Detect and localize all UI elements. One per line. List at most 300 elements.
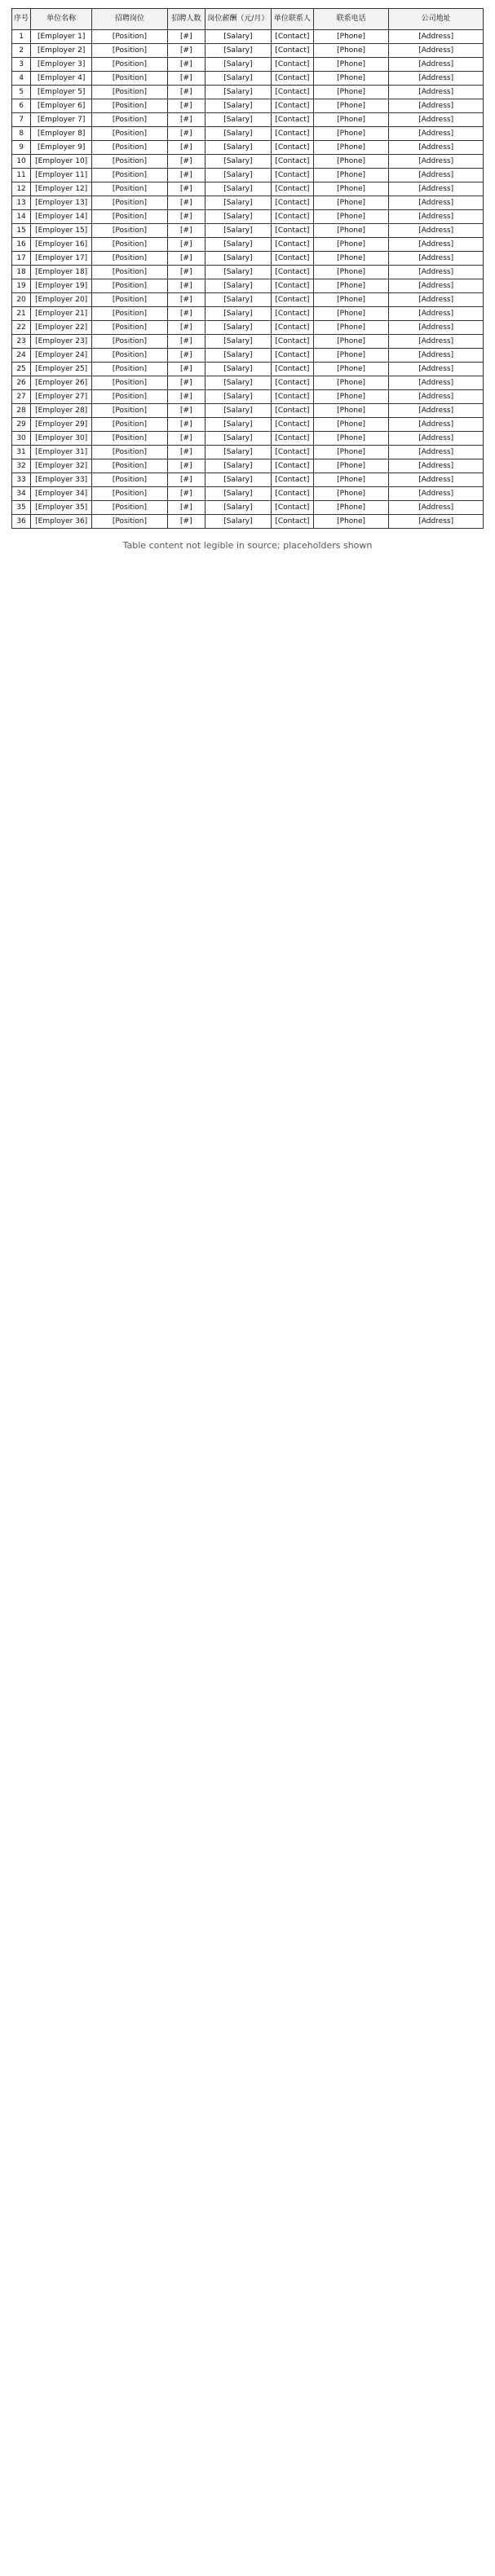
- cell-phone: [Phone]: [313, 127, 388, 141]
- cell-no: 27: [12, 390, 31, 404]
- cell-count: [#]: [167, 459, 205, 473]
- header-salary: 岗位薪酬（元/月）: [205, 9, 271, 30]
- cell-salary: [Salary]: [205, 224, 271, 238]
- cell-unit: [Employer 34]: [31, 487, 92, 501]
- cell-contact: [Contact]: [271, 418, 313, 432]
- table-row: [12, 58, 484, 72]
- table-row: [12, 238, 484, 252]
- cell-position: [Position]: [92, 252, 167, 266]
- cell-contact: [Contact]: [271, 72, 313, 86]
- cell-position: [Position]: [92, 238, 167, 252]
- cell-address: [Address]: [389, 155, 484, 169]
- cell-contact: [Contact]: [271, 30, 313, 44]
- cell-salary: [Salary]: [205, 169, 271, 182]
- cell-position: [Position]: [92, 321, 167, 335]
- cell-position: [Position]: [92, 446, 167, 459]
- cell-contact: [Contact]: [271, 155, 313, 169]
- cell-phone: [Phone]: [313, 266, 388, 279]
- cell-contact: [Contact]: [271, 321, 313, 335]
- cell-address: [Address]: [389, 321, 484, 335]
- table-row: [12, 446, 484, 459]
- table-row: [12, 363, 484, 376]
- cell-unit: [Employer 21]: [31, 307, 92, 321]
- cell-phone: [Phone]: [313, 210, 388, 224]
- cell-position: [Position]: [92, 501, 167, 515]
- cell-no: 1: [12, 30, 31, 44]
- cell-no: 24: [12, 349, 31, 363]
- cell-count: [#]: [167, 279, 205, 293]
- table-row: [12, 349, 484, 363]
- cell-contact: [Contact]: [271, 141, 313, 155]
- cell-phone: [Phone]: [313, 141, 388, 155]
- cell-unit: [Employer 8]: [31, 127, 92, 141]
- table-row: [12, 473, 484, 487]
- cell-no: 12: [12, 182, 31, 196]
- cell-salary: [Salary]: [205, 99, 271, 113]
- cell-address: [Address]: [389, 501, 484, 515]
- cell-unit: [Employer 3]: [31, 58, 92, 72]
- cell-salary: [Salary]: [205, 307, 271, 321]
- cell-no: 36: [12, 515, 31, 529]
- cell-count: [#]: [167, 335, 205, 349]
- cell-unit: [Employer 5]: [31, 86, 92, 99]
- cell-contact: [Contact]: [271, 501, 313, 515]
- cell-count: [#]: [167, 432, 205, 446]
- cell-phone: [Phone]: [313, 390, 388, 404]
- cell-salary: [Salary]: [205, 252, 271, 266]
- cell-phone: [Phone]: [313, 349, 388, 363]
- cell-unit: [Employer 30]: [31, 432, 92, 446]
- table-row: [12, 418, 484, 432]
- cell-count: [#]: [167, 30, 205, 44]
- cell-count: [#]: [167, 501, 205, 515]
- cell-position: [Position]: [92, 487, 167, 501]
- cell-no: 5: [12, 86, 31, 99]
- cell-contact: [Contact]: [271, 113, 313, 127]
- cell-address: [Address]: [389, 473, 484, 487]
- cell-phone: [Phone]: [313, 99, 388, 113]
- cell-contact: [Contact]: [271, 404, 313, 418]
- cell-position: [Position]: [92, 86, 167, 99]
- cell-count: [#]: [167, 515, 205, 529]
- cell-no: 4: [12, 72, 31, 86]
- cell-salary: [Salary]: [205, 404, 271, 418]
- table-row: [12, 459, 484, 473]
- cell-address: [Address]: [389, 182, 484, 196]
- cell-count: [#]: [167, 99, 205, 113]
- cell-salary: [Salary]: [205, 293, 271, 307]
- cell-count: [#]: [167, 58, 205, 72]
- cell-contact: [Contact]: [271, 459, 313, 473]
- cell-contact: [Contact]: [271, 266, 313, 279]
- cell-address: [Address]: [389, 127, 484, 141]
- cell-salary: [Salary]: [205, 127, 271, 141]
- cell-phone: [Phone]: [313, 335, 388, 349]
- cell-no: 11: [12, 169, 31, 182]
- cell-address: [Address]: [389, 113, 484, 127]
- table-row: [12, 224, 484, 238]
- cell-no: 25: [12, 363, 31, 376]
- table-row: [12, 127, 484, 141]
- cell-no: 17: [12, 252, 31, 266]
- cell-address: [Address]: [389, 44, 484, 58]
- cell-count: [#]: [167, 418, 205, 432]
- cell-count: [#]: [167, 307, 205, 321]
- table-row: [12, 99, 484, 113]
- cell-unit: [Employer 1]: [31, 30, 92, 44]
- cell-position: [Position]: [92, 515, 167, 529]
- cell-phone: [Phone]: [313, 418, 388, 432]
- header-position: 招聘岗位: [92, 9, 167, 30]
- cell-salary: [Salary]: [205, 72, 271, 86]
- cell-address: [Address]: [389, 279, 484, 293]
- cell-contact: [Contact]: [271, 279, 313, 293]
- table-row: [12, 404, 484, 418]
- cell-unit: [Employer 33]: [31, 473, 92, 487]
- cell-no: 15: [12, 224, 31, 238]
- cell-unit: [Employer 15]: [31, 224, 92, 238]
- cell-contact: [Contact]: [271, 86, 313, 99]
- cell-no: 22: [12, 321, 31, 335]
- cell-unit: [Employer 2]: [31, 44, 92, 58]
- cell-unit: [Employer 22]: [31, 321, 92, 335]
- table-row: [12, 155, 484, 169]
- cell-address: [Address]: [389, 446, 484, 459]
- cell-salary: [Salary]: [205, 155, 271, 169]
- cell-position: [Position]: [92, 459, 167, 473]
- cell-contact: [Contact]: [271, 196, 313, 210]
- cell-address: [Address]: [389, 363, 484, 376]
- cell-count: [#]: [167, 196, 205, 210]
- cell-phone: [Phone]: [313, 155, 388, 169]
- cell-unit: [Employer 20]: [31, 293, 92, 307]
- cell-no: 28: [12, 404, 31, 418]
- cell-count: [#]: [167, 72, 205, 86]
- cell-phone: [Phone]: [313, 58, 388, 72]
- cell-no: 35: [12, 501, 31, 515]
- cell-address: [Address]: [389, 459, 484, 473]
- cell-salary: [Salary]: [205, 321, 271, 335]
- cell-salary: [Salary]: [205, 418, 271, 432]
- table-row: [12, 376, 484, 390]
- cell-address: [Address]: [389, 515, 484, 529]
- cell-phone: [Phone]: [313, 113, 388, 127]
- cell-count: [#]: [167, 182, 205, 196]
- cell-salary: [Salary]: [205, 279, 271, 293]
- table-row: [12, 432, 484, 446]
- cell-count: [#]: [167, 113, 205, 127]
- cell-salary: [Salary]: [205, 487, 271, 501]
- cell-unit: [Employer 23]: [31, 335, 92, 349]
- cell-no: 23: [12, 335, 31, 349]
- cell-position: [Position]: [92, 473, 167, 487]
- cell-no: 29: [12, 418, 31, 432]
- table-row: [12, 335, 484, 349]
- cell-address: [Address]: [389, 30, 484, 44]
- placeholder-note: Table content not legible in source; placeholders shown: [122, 540, 373, 551]
- cell-salary: [Salary]: [205, 196, 271, 210]
- cell-unit: [Employer 35]: [31, 501, 92, 515]
- cell-unit: [Employer 29]: [31, 418, 92, 432]
- cell-address: [Address]: [389, 196, 484, 210]
- cell-contact: [Contact]: [271, 182, 313, 196]
- cell-contact: [Contact]: [271, 224, 313, 238]
- cell-phone: [Phone]: [313, 307, 388, 321]
- cell-position: [Position]: [92, 44, 167, 58]
- cell-contact: [Contact]: [271, 335, 313, 349]
- cell-unit: [Employer 12]: [31, 182, 92, 196]
- cell-count: [#]: [167, 141, 205, 155]
- cell-position: [Position]: [92, 363, 167, 376]
- table-body: [12, 30, 484, 529]
- cell-count: [#]: [167, 487, 205, 501]
- cell-salary: [Salary]: [205, 86, 271, 99]
- cell-unit: [Employer 10]: [31, 155, 92, 169]
- table-row: [12, 86, 484, 99]
- cell-phone: [Phone]: [313, 86, 388, 99]
- cell-salary: [Salary]: [205, 210, 271, 224]
- cell-no: 9: [12, 141, 31, 155]
- cell-no: 26: [12, 376, 31, 390]
- table-row: [12, 293, 484, 307]
- cell-no: 20: [12, 293, 31, 307]
- cell-no: 2: [12, 44, 31, 58]
- cell-address: [Address]: [389, 141, 484, 155]
- cell-count: [#]: [167, 86, 205, 99]
- cell-contact: [Contact]: [271, 58, 313, 72]
- table-row: [12, 196, 484, 210]
- cell-phone: [Phone]: [313, 252, 388, 266]
- cell-unit: [Employer 17]: [31, 252, 92, 266]
- cell-contact: [Contact]: [271, 349, 313, 363]
- cell-salary: [Salary]: [205, 266, 271, 279]
- cell-salary: [Salary]: [205, 459, 271, 473]
- cell-count: [#]: [167, 44, 205, 58]
- cell-phone: [Phone]: [313, 182, 388, 196]
- cell-no: 8: [12, 127, 31, 141]
- cell-phone: [Phone]: [313, 196, 388, 210]
- cell-position: [Position]: [92, 72, 167, 86]
- cell-position: [Position]: [92, 169, 167, 182]
- cell-phone: [Phone]: [313, 459, 388, 473]
- table-row: [12, 113, 484, 127]
- cell-phone: [Phone]: [313, 473, 388, 487]
- cell-salary: [Salary]: [205, 515, 271, 529]
- cell-salary: [Salary]: [205, 113, 271, 127]
- table-row: [12, 30, 484, 44]
- cell-contact: [Contact]: [271, 307, 313, 321]
- header-contact: 单位联系人: [271, 9, 313, 30]
- table-row: [12, 321, 484, 335]
- cell-position: [Position]: [92, 307, 167, 321]
- cell-address: [Address]: [389, 99, 484, 113]
- cell-phone: [Phone]: [313, 363, 388, 376]
- cell-salary: [Salary]: [205, 238, 271, 252]
- cell-position: [Position]: [92, 113, 167, 127]
- cell-unit: [Employer 9]: [31, 141, 92, 155]
- cell-count: [#]: [167, 321, 205, 335]
- cell-unit: [Employer 13]: [31, 196, 92, 210]
- cell-contact: [Contact]: [271, 210, 313, 224]
- cell-address: [Address]: [389, 418, 484, 432]
- cell-phone: [Phone]: [313, 224, 388, 238]
- cell-position: [Position]: [92, 293, 167, 307]
- cell-address: [Address]: [389, 390, 484, 404]
- cell-contact: [Contact]: [271, 127, 313, 141]
- header-row: [12, 9, 484, 30]
- cell-phone: [Phone]: [313, 321, 388, 335]
- table-row: [12, 169, 484, 182]
- cell-no: 10: [12, 155, 31, 169]
- cell-phone: [Phone]: [313, 515, 388, 529]
- cell-address: [Address]: [389, 349, 484, 363]
- cell-no: 18: [12, 266, 31, 279]
- table-row: [12, 487, 484, 501]
- cell-no: 7: [12, 113, 31, 127]
- header-count: 招聘人数: [167, 9, 205, 30]
- cell-count: [#]: [167, 155, 205, 169]
- cell-phone: [Phone]: [313, 446, 388, 459]
- cell-no: 16: [12, 238, 31, 252]
- table-row: [12, 141, 484, 155]
- cell-contact: [Contact]: [271, 238, 313, 252]
- cell-position: [Position]: [92, 127, 167, 141]
- cell-address: [Address]: [389, 169, 484, 182]
- cell-salary: [Salary]: [205, 376, 271, 390]
- job-listing-table: [11, 8, 484, 529]
- cell-no: 3: [12, 58, 31, 72]
- cell-salary: [Salary]: [205, 58, 271, 72]
- cell-address: [Address]: [389, 86, 484, 99]
- cell-position: [Position]: [92, 418, 167, 432]
- header-phone: 联系电话: [313, 9, 388, 30]
- cell-salary: [Salary]: [205, 390, 271, 404]
- cell-unit: [Employer 32]: [31, 459, 92, 473]
- cell-unit: [Employer 7]: [31, 113, 92, 127]
- table-row: [12, 307, 484, 321]
- cell-address: [Address]: [389, 210, 484, 224]
- cell-unit: [Employer 18]: [31, 266, 92, 279]
- cell-salary: [Salary]: [205, 182, 271, 196]
- cell-position: [Position]: [92, 58, 167, 72]
- cell-contact: [Contact]: [271, 432, 313, 446]
- cell-count: [#]: [167, 210, 205, 224]
- cell-unit: [Employer 19]: [31, 279, 92, 293]
- cell-address: [Address]: [389, 72, 484, 86]
- cell-contact: [Contact]: [271, 252, 313, 266]
- cell-address: [Address]: [389, 58, 484, 72]
- cell-count: [#]: [167, 127, 205, 141]
- cell-count: [#]: [167, 238, 205, 252]
- header-unit: 单位名称: [31, 9, 92, 30]
- cell-salary: [Salary]: [205, 473, 271, 487]
- cell-address: [Address]: [389, 293, 484, 307]
- cell-phone: [Phone]: [313, 487, 388, 501]
- cell-unit: [Employer 31]: [31, 446, 92, 459]
- cell-unit: [Employer 25]: [31, 363, 92, 376]
- cell-phone: [Phone]: [313, 44, 388, 58]
- cell-count: [#]: [167, 404, 205, 418]
- cell-unit: [Employer 4]: [31, 72, 92, 86]
- header-no: 序号: [12, 9, 31, 30]
- cell-position: [Position]: [92, 141, 167, 155]
- cell-contact: [Contact]: [271, 376, 313, 390]
- cell-unit: [Employer 14]: [31, 210, 92, 224]
- cell-no: 32: [12, 459, 31, 473]
- cell-count: [#]: [167, 390, 205, 404]
- cell-address: [Address]: [389, 432, 484, 446]
- cell-contact: [Contact]: [271, 446, 313, 459]
- cell-position: [Position]: [92, 349, 167, 363]
- cell-count: [#]: [167, 252, 205, 266]
- cell-phone: [Phone]: [313, 376, 388, 390]
- cell-salary: [Salary]: [205, 30, 271, 44]
- cell-address: [Address]: [389, 224, 484, 238]
- cell-no: 30: [12, 432, 31, 446]
- cell-contact: [Contact]: [271, 169, 313, 182]
- table-row: [12, 44, 484, 58]
- table-row: [12, 266, 484, 279]
- cell-phone: [Phone]: [313, 279, 388, 293]
- table-row: [12, 210, 484, 224]
- cell-salary: [Salary]: [205, 501, 271, 515]
- cell-phone: [Phone]: [313, 501, 388, 515]
- cell-salary: [Salary]: [205, 349, 271, 363]
- cell-salary: [Salary]: [205, 141, 271, 155]
- cell-position: [Position]: [92, 376, 167, 390]
- cell-contact: [Contact]: [271, 44, 313, 58]
- cell-position: [Position]: [92, 404, 167, 418]
- cell-count: [#]: [167, 446, 205, 459]
- cell-position: [Position]: [92, 182, 167, 196]
- table-row: [12, 515, 484, 529]
- cell-contact: [Contact]: [271, 99, 313, 113]
- cell-no: 31: [12, 446, 31, 459]
- cell-phone: [Phone]: [313, 404, 388, 418]
- cell-count: [#]: [167, 363, 205, 376]
- cell-address: [Address]: [389, 266, 484, 279]
- cell-position: [Position]: [92, 99, 167, 113]
- cell-no: 21: [12, 307, 31, 321]
- cell-contact: [Contact]: [271, 363, 313, 376]
- cell-unit: [Employer 6]: [31, 99, 92, 113]
- cell-no: 34: [12, 487, 31, 501]
- cell-address: [Address]: [389, 238, 484, 252]
- cell-address: [Address]: [389, 404, 484, 418]
- table-row: [12, 182, 484, 196]
- cell-unit: [Employer 11]: [31, 169, 92, 182]
- cell-unit: [Employer 16]: [31, 238, 92, 252]
- cell-position: [Position]: [92, 155, 167, 169]
- cell-address: [Address]: [389, 307, 484, 321]
- cell-address: [Address]: [389, 487, 484, 501]
- cell-position: [Position]: [92, 224, 167, 238]
- cell-contact: [Contact]: [271, 487, 313, 501]
- cell-count: [#]: [167, 376, 205, 390]
- cell-count: [#]: [167, 349, 205, 363]
- cell-contact: [Contact]: [271, 515, 313, 529]
- table-row: [12, 501, 484, 515]
- cell-no: 13: [12, 196, 31, 210]
- cell-position: [Position]: [92, 30, 167, 44]
- cell-phone: [Phone]: [313, 30, 388, 44]
- cell-no: 6: [12, 99, 31, 113]
- header-address: 公司地址: [389, 9, 484, 30]
- cell-position: [Position]: [92, 390, 167, 404]
- cell-address: [Address]: [389, 376, 484, 390]
- cell-contact: [Contact]: [271, 473, 313, 487]
- cell-address: [Address]: [389, 252, 484, 266]
